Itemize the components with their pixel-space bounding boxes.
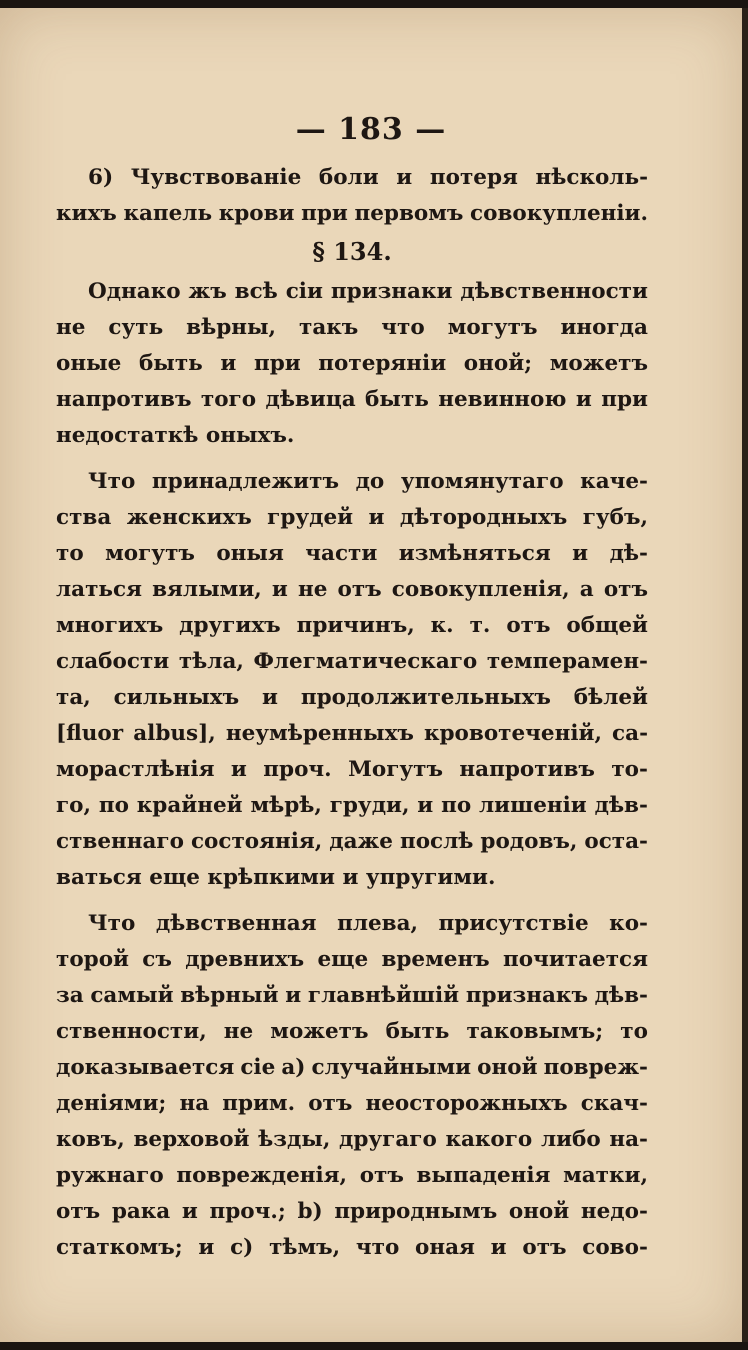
text-line: напротивъ того дѣвица быть невинною и при [56,387,648,412]
book-page [0,8,748,1342]
text-line: Однако жъ всѣ сiи признаки дѣвственности [88,279,648,304]
text-line: ства женскихъ грудей и дѣтородныхъ губъ, [56,505,648,530]
text-line: доказывается сiе а) случайными оной повреж- [56,1055,648,1080]
text-line: то могутъ оныя части измѣняться и дѣ- [56,541,648,566]
text-line: [fluor albus], неумѣренныхъ кровотеченiй, са- [56,721,648,746]
text-line: Что принадлежитъ до упомянутаго каче- [88,469,648,494]
text-line: Что дѣвственная плева, присутствiе ко- [88,911,648,936]
text-line: морастлѣнiя и проч. Могутъ напротивъ то- [56,757,648,782]
text-line: торой съ древнихъ еще временъ почитается [56,947,648,972]
body-text [56,160,648,1266]
text-line: отъ рака и проч.; b) природнымъ оной недо- [56,1199,648,1224]
section-heading: § 134. [312,237,392,266]
text-line: ружнаго поврежденiя, отъ выпаденiя матки, [56,1163,648,1188]
text-line: латься вялыми, и не отъ совокупленiя, а отъ [56,577,648,602]
text-line: не суть вѣрны, такъ что могутъ иногда [56,315,648,340]
text-line: оные быть и при потерянiи оной; можетъ [56,351,648,376]
text-line: го, по крайней мѣрѣ, груди, и по лишенiи дѣв- [56,793,648,818]
text-line: ковъ, верховой ѣзды, другаго какого либо на- [56,1127,648,1152]
text-line: многихъ другихъ причинъ, к. т. отъ общей [56,613,648,638]
text-line: ственности, не можетъ быть таковымъ; то [56,1019,648,1044]
text-line: денiями; на прим. отъ неосторожныхъ скач- [56,1091,648,1116]
text-line: ственнаго состоянiя, даже послѣ родовъ, оста- [56,829,648,854]
text-line: 6) Чувствованiе боли и потеря нѣсколь- [88,165,648,190]
text-line: недостаткѣ оныхъ. [56,423,295,448]
text-line: кихъ капель крови при первомъ совокупленiи. [56,201,648,226]
page-number-header: — 183 — [295,112,447,147]
text-line: ваться еще крѣпкими и упругими. [56,865,496,890]
text-line: статкомъ; и с) тѣмъ, что оная и отъ сово- [56,1235,648,1260]
text-line: слабости тѣла, Флегматическаго темперамен- [56,649,648,674]
text-line: та, сильныхъ и продолжительныхъ бѣлей [56,685,648,710]
text-line: за самый вѣрный и главнѣйшiй признакъ дѣв- [56,983,648,1008]
